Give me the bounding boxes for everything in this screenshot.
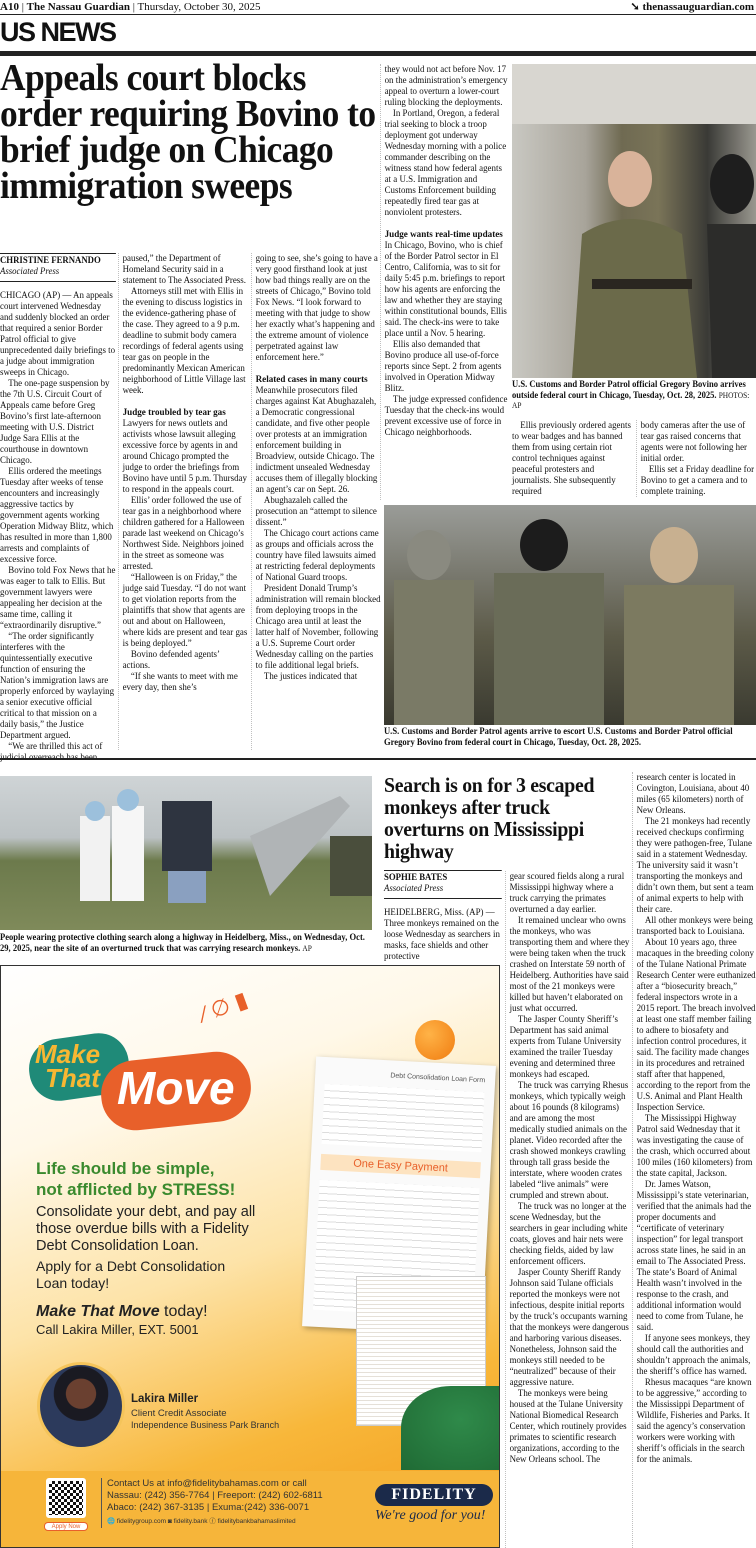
photo-credit: AP [302,943,312,953]
photo-bovino [512,64,756,378]
subheading: Related cases in many courts [255,374,368,385]
paragraph: The Jasper County Sheriff’s Department has said animal experts from Tulane University examined the trailer Tuesday evening and determined three monkeys had escaped. [509,1014,622,1080]
website-url[interactable]: thenassauguardian.com [642,1,754,13]
contact-line: Contact Us at info@fidelitybahamas.com or call [107,1478,307,1489]
paragraph: Ellis ordered the meetings Tuesday after weeks of tense encounters and increasingly aggressive tactics by government agents working Operation Midway Blitz, which has resulted in more than 1,800 arrests and complaints of excessive force. [0,466,114,565]
paragraph: Rhesus macaques “are known to be aggressive,” according to the Mississippi Department of Wildlife, Fisheries and Parks. It said the agency’s conservation workers were working with sheriff’s officials in the search for the animals. [636,1377,752,1465]
section-rule [0,51,756,56]
paragraph: Bovino defended agents’ actions. [122,649,220,671]
article1-column-1 [0,253,116,763]
contact-block: Contact Us at info@fidelitybahamas.com or call Nassau: (242) 356-7764 | Freeport: (242) 602-6811 Abaco: (242) 367-3135 | Exuma:(242) 336-0071 🌐 fidelitygroup.com ◙ fidelity.bank ⓕ fidelitybankbahamaslimited [107,1478,369,1528]
paragraph: Dr. James Watson, Mississippi’s state veterinarian, verified that the animals had the proper documents and “certificate of veterinary inspection” for legal transport across state lines, he said in an email to The Associated Press. The state’s Board of Animal Health wasn’t involved in the response to the crash, and additional information would need to come from Tulane, he said. [636,1179,752,1333]
paper-name: The Nassau Guardian [26,1,130,13]
document-title: Debt Consolidation Loan Form [390,1072,486,1085]
caption-text: U.S. Customs and Border Patrol official Gregory Bovino arrives outside federal court in Chicago, Tuesday, Oct. 28, 2025. [512,380,746,401]
paragraph: going to see, she’s going to have a very good firsthand look at just how bad things really are on the streets of Chicago,” Bovino told Fox News. “I look forward to meeting with that judge to show her exactly what’s happening and the extreme amount of violence perpetrated against law enforcement here.” [255,253,378,363]
paragraph: CHICAGO (AP) — An appeals court intervened Wednesday and suddenly blocked an order that required a senior Border Patrol official to give unprecedented daily briefings to a judge about immigration sweeps in Chicago. [0,290,116,378]
article1-headline: Appeals court blocks order requiring Bovino to brief judge on Chicago immigration sweeps [0,57,376,207]
article2-column-3 [632,772,756,1548]
paragraph: The truck was carrying Rhesus monkeys, which typically weigh about 16 pounds (8 kilograms) and are among the most medically studied animals on the planet. Video recorded after the crash showed monkeys crawling through tall grass beside the interstate, where wooden crates labeled “live animals” were crumpled and strewn about. [509,1080,629,1201]
column-text [510,871,632,1465]
paragraph: they would not act before Nov. 17 on the administration’s emergency appeal to overturn a lower-court ruling blocking the deployments. [384,64,508,108]
instagram-icon: ◙ [167,1518,172,1525]
phone-exuma[interactable]: Exuma:(242) 336-0071 [211,1502,310,1513]
logo-text-make: Make [35,1039,101,1069]
byline-org: Associated Press [0,267,60,277]
globe-icon: 🌐 [107,1518,116,1525]
phone-abaco[interactable]: Abaco: (242) 367-3135 [107,1502,205,1513]
column-text [637,772,756,1465]
logo-text-move: Move [117,1062,235,1114]
paragraph: “We are thrilled this act of [8,741,103,752]
photo-credit: PHOTOS: AP [512,390,750,410]
ad-call-line: Call Lakira Miller, EXT. 5001 [36,1322,199,1337]
paragraph: Ellis’ order followed the use of tear gas in a neighborhood where children gathered for a Halloween parade last weekend on Chicago’s Northwest Side. Neighbors joined in the street as someone was arrested. [122,495,245,572]
paragraph: paused,” the Department of Homeland Security said in a statement to The Associated Press. [122,253,246,286]
paragraph: The Mississippi Highway Patrol said Wednesday that it was investigating the cause of the crash, which occurred about 100 miles (160 kilometers) from the state capital, Jackson. [636,1113,753,1179]
paragraph: The one-page suspension by the 7th U.S. Circuit Court of Appeals came before Greg Bovino’s first late-afternoon meeting with U.S. District Judge Sara Ellis at the courthouse in downtown Chicago. [0,378,110,466]
paragraph: About 10 years ago, three macaques in the breeding colony of the Tulane National Primate Research Center were euthanized after a “biosecurity breach,” federal inspectors wrote in a 2015 report. The breach involved at least one staff member failing to adhere to biosafety and infection control procedures, it said. The facility made changes in its procedures and retrained staff after that happened, according to the report from the U.S. Animal and Plant Health Inspection Service. [636,937,756,1113]
photo-agents [384,505,756,725]
photo-monkey-search-scene [0,776,372,930]
paragraph: The monkeys were being housed at the Tulane University National Biomedical Research Center, which routinely provides primates to scientific research organizations, according to the New Orleans school. The [509,1388,627,1465]
photo-agents-caption: U.S. Customs and Border Patrol agents arrive to escort U.S. Customs and Border Patrol official Gregory Bovino from federal court in Chicago, Tuesday, Oct. 28, 2025. [384,727,733,748]
apply-now-button[interactable]: Apply Now [44,1522,88,1531]
photo-bovino-figure [512,64,756,378]
phone-freeport[interactable]: Freeport: (242) 602-6811 [217,1490,323,1501]
article2-column-1 [384,870,502,962]
web-link[interactable]: fidelitygroup.com [116,1518,167,1525]
paragraph: Lawyers for news outlets and activists whose lawsuit alleging excessive force by agents in and around Chicago prompted the judge to order the briefings from Bovino have until 5 p.m. Thursday to respond in the appeals court. [122,418,247,495]
ad-call-to-action: Apply for a Debt Consolidation Loan today! [36,1258,226,1291]
paragraph: gear scoured fields along a rural Mississippi highway where a truck carrying the primates overturned a day earlier. [509,871,625,915]
paragraph: Jasper County Sheriff Randy Johnson said Tulane officials reported the monkeys were not infectious, despite initial reports by the truck’s occupants warning that the monkeys were dangerous and harboring various diseases. Nonetheless, Johnson said the monkeys still needed to be “neutralized” because of their aggressive nature. [509,1267,629,1388]
page-folio: A10 | The Nassau Guardian | Thursday, October 30, 2025 ➘ thenassauguardian.com [0,1,754,13]
column-text [0,290,116,763]
column-text [384,907,502,962]
paragraph: HEIDELBERG, Miss. (AP) — Three monkeys remained on the loose Wednesday as searchers in masks, face shields and other protective [384,907,500,962]
website[interactable] [630,0,754,14]
paragraph: body cameras after the use of tear gas raised concerns that agents were not following her initial order. [640,420,748,464]
logo-text-that: That [45,1063,100,1093]
paragraph: It remained unclear who owns the monkeys, who was transporting them and where they were being taken when the truck crashed on Interstate 59 north of Heidelberg. Authorities have said most of the 21 monkeys were killed but haven’t elaborated on just what occurred. [509,915,630,1014]
article-separator [0,758,756,760]
photo-agents-figures [384,505,756,725]
paragraph: Attorneys still met with Ellis in the evening to discuss logistics in the evidence-gathering phase of the case. They agreed to a 9 p.m. deadline to submit body camera recordings of federal agents using tear gas on people in the predominantly Mexican American neighborhood of Little Village last week. [122,286,246,396]
photo-monkey-search [0,776,372,930]
fidelity-logo: FIDELITY [375,1484,493,1506]
ad-tagline-rest: today! [159,1303,208,1320]
paragraph: All other monkeys were being transported back to Louisiana. [636,915,753,937]
paragraph: Bovino told Fox News that he was eager to talk to Ellis. But government lawyers were appealing her decision at the same time, calling it “extraordinarily disruptive.” [0,565,116,631]
column-text [641,420,756,497]
confetti-icon: ⁄ ∅ ▮ [197,986,251,1027]
article2-byline [384,870,502,899]
paragraph: In Portland, Oregon, a federal trial seeking to block a troop deployment got underway Wednesday morning with a police commander describing on the witness stand how federal agents at a U.S. Immigration and Customs Enforcement building repeatedly fired tear gas at nonviolent protesters. [384,108,507,218]
paragraph: The 21 monkeys had recently received checkups confirming they were pathogen-free, Tulane said in a statement Wednesday. The university said it wasn’t transporting the monkeys and didn’t own them, but sent a team of animal experts to help with their care. [636,816,754,915]
paragraph: “If she wants to meet with me every day, then she’s [122,671,238,693]
paragraph: The truck was no longer at the scene Wednesday, but the searchers in gear including white coats, gloves and hair nets were checking fields, aided by law enforcement officers. [509,1201,628,1267]
paragraph: Meanwhile prosecutors filed charges against Kat Abughazaleh, a Democratic congressional candidate, and five other people over protests at an immigration enforcement building in Broadview, outside Chicago. The indictment unsealed Wednesday accuses them of illegally blocking an agent’s car on Sept. 26. [255,385,378,495]
article1-byline [0,253,116,282]
photo-monkey-caption [0,933,372,954]
paragraph: Ellis set a Friday deadline for Bovino to get a camera and to complete training. [640,464,755,497]
column-text [256,253,381,682]
article1-column-4 [380,64,508,500]
ad-headline-line1: Life should be simple, [36,1159,215,1178]
byline-name: CHRISTINE FERNANDO [0,256,101,266]
make-that-move-logo [19,1036,249,1136]
article2-headline: Search is on for 3 escaped monkeys after truck overturns on Mississippi highway [384,773,595,863]
page-number: A10 [0,1,19,13]
paragraph: The Chicago court actions came as groups and officials across the country have filed lawsuits aimed at restricting federal deployments of National Guard troops. [255,528,379,583]
ad-headline-line2: not afflicted by STRESS! [36,1180,236,1199]
paragraph: In Chicago, Bovino, who is chief of the Border Patrol sector in El Centro, California, was to sit for daily 5:45 p.m. briefings to report how his agents are enforcing the law and whether they are staying within constitutional bounds, Ellis said. The check-ins were to take place until a Nov. 5 hearing. [384,240,507,339]
paragraph: If anyone sees monkeys, they should call the authorities and shouldn’t approach the animals, the sheriff’s office has warned. [636,1333,751,1377]
paragraph: “Halloween is on Friday,” the judge said Tuesday. “I do not want to get violation reports from the plaintiffs that show that agents are out and about on Halloween, where kids are present and tear gas is being deployed.” [122,572,248,649]
qr-code[interactable] [46,1478,86,1518]
document-banner: One Easy Payment [320,1154,481,1178]
byline-name: SOPHIE BATES [384,873,448,883]
instagram-link[interactable]: fidelity.bank [173,1518,208,1525]
phone-nassau[interactable]: Nassau: (242) 356-7764 [107,1490,210,1501]
orange-icon [415,1020,455,1060]
person-branch: Independence Business Park Branch [131,1420,280,1430]
person-title: Client Credit Associate [131,1408,227,1419]
article2-column-2 [505,871,632,1548]
paragraph: research center is located in Covington, Louisiana, about 40 miles (65 kilometers) north of New Orleans. [636,772,750,816]
paragraph: Ellis also demanded that Bovino produce all use-of-force reports since Sept. 2 from agents involved in Operation Midway Blitz. [384,339,502,394]
paragraph: The judge expressed confidence Tuesday that the check-ins would prevent excessive use of force in Chicago neighborhoods. [384,394,508,438]
arrow-down-right-icon: ➘ [630,1,640,13]
photo-bovino-caption [512,380,756,412]
column-text [385,64,508,438]
fidelity-slogan: We're good for you! [375,1508,486,1523]
footer-divider [101,1478,102,1528]
article1-column-5 [512,420,634,497]
issue-date: Thursday, October 30, 2025 [137,1,261,13]
article1-column-2 [118,253,248,750]
fidelity-advertisement[interactable] [0,965,500,1548]
paragraph: The justices indicated that [263,671,358,682]
person-name: Lakira Miller [131,1393,199,1405]
paragraph: Abughazaleh called the prosecution an “attempt to silence dissent.” [255,495,377,528]
facebook-icon: ⓕ [209,1518,216,1525]
byline-org: Associated Press [384,884,444,894]
paragraph: President Donald Trump’s administration will remain blocked from deploying troops in the Chicago area until at least the latter half of November, following a U.S. Supreme Court order Wednesday calling on the parties to file additional legal briefs. [255,583,381,671]
ad-tagline-bold: Make That Move [36,1303,160,1320]
subheading: Judge troubled by tear gas [122,407,226,418]
paragraph: “The order significantly interferes with the quintessentially executive function of ensuring the Nation’s immigration laws are properly enforced by waylaying a senior executive official critical to that mission on a daily basis,” the Justice Department argued. [0,631,115,741]
facebook-link[interactable]: fidelitybankbahamaslimited [217,1518,296,1525]
column-text [123,253,248,693]
section-title: US NEWS [0,17,116,47]
lakira-miller-avatar [37,1362,125,1450]
caption-text: People wearing protective clothing search along a highway in Heidelberg, Miss., on Wednesday, Oct. 29, 2025, near the site of an overturned truck that was carrying research monkeys. [0,933,365,954]
article1-column-3 [251,253,381,750]
paragraph: Ellis previously ordered agents to wear badges and has banned them from using certain riot control techniques against peaceful protesters and journalists. She subsequently required [512,420,631,497]
ad-body-text: Consolidate your debt, and pay all those overdue bills with a Fidelity Debt Consolidation Loan. [36,1204,256,1254]
column-text [512,420,634,497]
article1-column-6 [636,420,756,497]
plant-leaf-graphic [401,1386,500,1470]
subheading: Judge wants real-time updates [384,229,503,240]
